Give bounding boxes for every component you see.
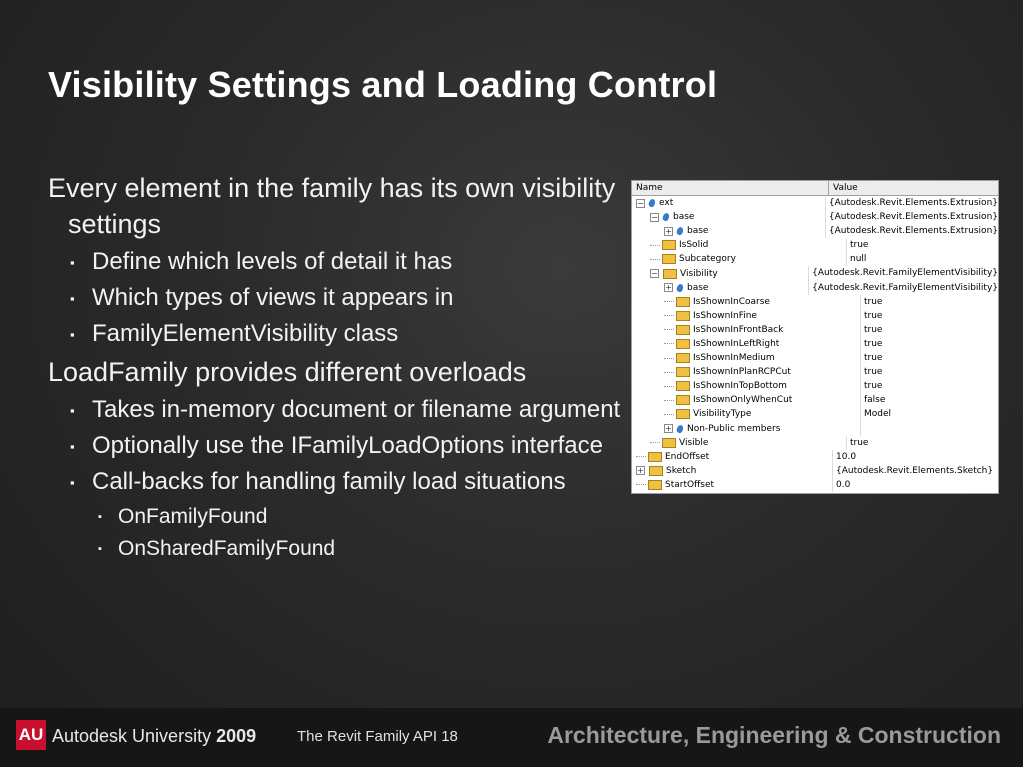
tree-row-name-cell [632, 281, 808, 295]
tree-row-name-cell [632, 407, 860, 421]
tree-row-name: IsShownInPlanRCPCut [693, 367, 791, 378]
bullet-text: OnFamilyFound [118, 505, 268, 528]
tree-row-name-cell [632, 393, 860, 407]
tree-row-value: 10.0 [832, 450, 998, 464]
tree-row-name-cell [632, 365, 860, 379]
tree-row-name-cell [632, 450, 832, 464]
bullet-marker: ▪ [70, 327, 75, 342]
collapse-icon[interactable]: − [651, 212, 658, 222]
tree-row[interactable] [632, 478, 998, 492]
tree-row-value: {Autodesk.Revit.Elements.Extrusion} [825, 224, 998, 238]
property-icon [648, 452, 662, 462]
tree-connector [664, 301, 674, 302]
tree-row-name: IsShownInFrontBack [693, 324, 784, 335]
bullet-level1: Every element in the family has its own visibility settings [48, 173, 616, 239]
tree-row-name: StartOffset [665, 479, 715, 490]
tree-row-name: Visible [679, 437, 709, 448]
object-icon [648, 198, 656, 208]
tree-row-value: {Autodesk.Revit.Elements.Extrusion} [825, 196, 998, 210]
tree-row-name-cell [632, 379, 860, 393]
tree-row-name-cell [632, 309, 860, 323]
tree-row-value: true [860, 337, 998, 351]
tree-row[interactable] [632, 422, 998, 436]
tree-row-value: true [860, 365, 998, 379]
tree-row[interactable] [632, 281, 998, 295]
tree-connector [664, 414, 674, 415]
tree-connector [664, 343, 674, 344]
bullet-marker: ▪ [70, 255, 75, 270]
column-header-value[interactable]: Value [833, 183, 858, 193]
bullet-marker: ▪ [98, 543, 102, 555]
tree-row-name: IsShownOnlyWhenCut [693, 395, 793, 406]
tree-row-name-cell [632, 210, 825, 224]
tree-row-name: VisibilityType [693, 409, 752, 420]
tree-row[interactable] [632, 365, 998, 379]
property-icon [676, 297, 690, 307]
tree-connector [650, 245, 660, 246]
tree-connector [664, 372, 674, 373]
slide-footer-label: The Revit Family API 18 [297, 728, 458, 745]
tree-row-value: {Autodesk.Revit.Elements.Extrusion} [825, 210, 998, 224]
tree-connector [664, 329, 674, 330]
tree-row-value: true [860, 351, 998, 365]
brand-text [52, 726, 256, 747]
tree-row-name-cell [632, 224, 825, 238]
tree-row-name-cell [632, 266, 808, 280]
tree-row-name-cell [632, 238, 846, 252]
expand-icon[interactable]: + [665, 226, 672, 236]
tree-row-name-cell [632, 436, 846, 450]
slide-title: Visibility Settings and Loading Control [48, 64, 718, 105]
tree-row-value: true [860, 309, 998, 323]
expand-icon[interactable]: + [665, 283, 672, 293]
tree-row-value: true [846, 436, 998, 450]
object-icon [662, 212, 670, 222]
tree-row-name: IsShownInCoarse [693, 296, 770, 307]
property-icon [663, 269, 677, 279]
tree-connector [664, 400, 674, 401]
tree-row[interactable] [632, 266, 998, 280]
tree-row-value: 0.0 [832, 478, 998, 492]
tree-row[interactable] [632, 309, 998, 323]
autodesk-university-logo: AU [16, 720, 46, 750]
tree-row-name-cell [632, 351, 860, 365]
tree-row-name: base [687, 226, 709, 237]
tree-connector [650, 259, 660, 260]
bullet-level3 [48, 501, 628, 533]
tree-row-value [860, 422, 998, 436]
grid-rows [632, 196, 998, 492]
bullet-marker: ▪ [70, 439, 75, 454]
tree-row-name: IsShownInMedium [693, 353, 775, 364]
tree-row[interactable] [632, 196, 998, 210]
tree-row-value: Model [860, 407, 998, 421]
brand-year: 2009 [216, 726, 257, 746]
tree-row-value: true [860, 295, 998, 309]
tree-row[interactable] [632, 224, 998, 238]
bullet-level2 [48, 465, 628, 498]
bullet-text: Which types of views it appears in [92, 284, 454, 311]
tree-row-name-cell [632, 422, 860, 436]
track-title: Architecture, Engineering & Construction [547, 722, 1001, 748]
tree-connector [664, 386, 674, 387]
property-icon [676, 381, 690, 391]
tree-row-value: true [860, 323, 998, 337]
object-icon [676, 226, 684, 236]
bullet-level2 [48, 245, 628, 278]
bullet-level3 [48, 533, 628, 565]
property-icon [676, 325, 690, 335]
property-icon [676, 353, 690, 363]
tree-row-value: {Autodesk.Revit.FamilyElementVisibility} [808, 281, 998, 295]
property-icon [676, 395, 690, 405]
tree-row[interactable] [632, 464, 998, 478]
bullet-level2 [48, 281, 628, 314]
tree-row-name: Sketch [666, 465, 697, 476]
tree-row[interactable] [632, 323, 998, 337]
property-icon [676, 339, 690, 349]
property-tree-grid[interactable] [631, 180, 999, 494]
tree-connector [664, 358, 674, 359]
tree-row-name: Subcategory [679, 254, 736, 265]
tree-connector [650, 442, 660, 443]
tree-row-name-cell [632, 196, 825, 210]
bullet-text: Call-backs for handling family load situations [92, 468, 566, 495]
tree-row[interactable] [632, 351, 998, 365]
tree-connector [664, 315, 674, 316]
tree-row-name: IsSolid [679, 240, 709, 251]
tree-row-name-cell [632, 464, 832, 478]
tree-connector [636, 456, 646, 457]
tree-row-name-cell [632, 252, 846, 266]
tree-row-value: {Autodesk.Revit.FamilyElementVisibility} [808, 266, 998, 280]
object-icon [676, 424, 684, 434]
tree-row-name-cell [632, 337, 860, 351]
property-icon [662, 254, 676, 264]
tree-row-name: ext [659, 198, 674, 209]
tree-row[interactable] [632, 407, 998, 421]
property-icon [649, 466, 663, 476]
tree-row-name-cell [632, 478, 832, 492]
grid-header [632, 181, 998, 196]
expand-icon[interactable]: + [637, 466, 644, 476]
collapse-icon[interactable]: − [651, 269, 658, 279]
property-icon [676, 367, 690, 377]
property-icon [662, 240, 676, 250]
tree-row-name-cell [632, 323, 860, 337]
tree-row[interactable] [632, 393, 998, 407]
tree-row-name: base [673, 212, 695, 223]
bullet-level2 [48, 393, 628, 426]
tree-row-name: Visibility [680, 268, 718, 279]
bullet-list [48, 170, 628, 565]
bullet-level2 [48, 429, 628, 462]
tree-row-name: IsShownInFine [693, 310, 757, 321]
property-icon [662, 438, 676, 448]
bullet-text: Optionally use the IFamilyLoadOptions interface [92, 432, 603, 459]
bullet-text: Define which levels of detail it has [92, 248, 453, 275]
bullet-marker: ▪ [98, 511, 102, 523]
tree-row-value: null [846, 252, 998, 266]
brand-name: Autodesk University [52, 726, 212, 746]
tree-row-name: EndOffset [665, 451, 710, 462]
tree-row-value: true [846, 238, 998, 252]
tree-row-name-cell [632, 295, 860, 309]
bullet-level1: LoadFamily provides different overloads [48, 357, 527, 387]
tree-row[interactable] [632, 252, 998, 266]
tree-row-name: Non-Public members [687, 423, 781, 434]
bullet-level2 [48, 317, 628, 350]
tree-row-name: base [687, 282, 709, 293]
property-icon [676, 409, 690, 419]
tree-row[interactable] [632, 379, 998, 393]
column-header-name[interactable]: Name [632, 181, 829, 195]
tree-row[interactable] [632, 450, 998, 464]
tree-row[interactable] [632, 337, 998, 351]
object-icon [676, 283, 684, 293]
tree-row[interactable] [632, 295, 998, 309]
bullet-marker: ▪ [70, 403, 75, 418]
bullet-text: Takes in-memory document or filename argument [92, 396, 621, 423]
tree-row[interactable] [632, 210, 998, 224]
bullet-text: FamilyElementVisibility class [92, 320, 399, 347]
tree-row-name: IsShownInTopBottom [693, 381, 787, 392]
tree-connector [636, 484, 646, 485]
tree-row-value: {Autodesk.Revit.Elements.Sketch} [832, 464, 998, 478]
expand-icon[interactable]: + [665, 424, 672, 434]
property-icon [648, 480, 662, 490]
tree-row-value: false [860, 393, 998, 407]
bullet-marker: ▪ [70, 475, 75, 490]
collapse-icon[interactable]: − [637, 198, 644, 208]
bullet-text: OnSharedFamilyFound [118, 537, 336, 560]
tree-row-value: true [860, 379, 998, 393]
tree-row[interactable] [632, 238, 998, 252]
bullet-marker: ▪ [70, 291, 75, 306]
property-icon [676, 311, 690, 321]
tree-row[interactable] [632, 436, 998, 450]
tree-row-name: IsShownInLeftRight [693, 338, 780, 349]
